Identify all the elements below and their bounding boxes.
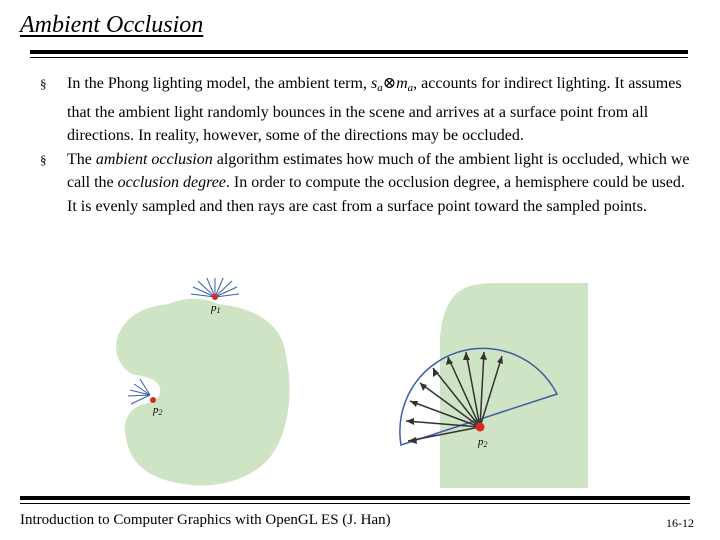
label-p1: p1 [211, 302, 221, 315]
bullet-marker: § [40, 151, 47, 167]
hemisphere-sampling-figure [380, 283, 590, 489]
ambient-symbol-m-sub: a [407, 82, 414, 94]
footer-source: Introduction to Computer Graphics with OpenGL ES (J. Han) [20, 512, 391, 528]
footer-rule-thin [20, 503, 690, 504]
label-p2: p2 [153, 404, 163, 417]
slide-title: Ambient Occlusion [20, 12, 204, 38]
occlusion-blob-figure [108, 278, 308, 490]
bullet-text [67, 75, 682, 144]
point-p1 [212, 294, 218, 300]
ambient-symbol-s-sub: a [377, 82, 383, 94]
bullet-list [40, 72, 690, 218]
ambient-symbol-m: m [396, 75, 408, 92]
occluder-region [440, 283, 588, 488]
term-ambient-occlusion: ambient occlusion [95, 150, 213, 168]
bullet-item [40, 148, 690, 219]
point-p2 [150, 397, 156, 403]
p2-ray-fan [128, 379, 150, 404]
label-p2-right: p2 [478, 436, 488, 449]
term-occlusion-degree: occlusion degree [117, 174, 226, 191]
title-rule-thick [30, 50, 688, 54]
bullet-item [40, 72, 690, 148]
otimes-symbol: ⊗ [382, 75, 397, 92]
bullet-text-part: , accounts for indirect lighting. It assumes that the ambient light randomly bounces in the scene and arrives at a surface point from all directions. In reality, however, some of the directions may be occluded. [67, 75, 682, 144]
bullet-text-part: . In order to compute the occlusion degree, a hemisphere could be used. It is evenly sampled and then rays are cast from a surface point toward the sampled points. [67, 174, 685, 215]
bullet-text-part: In the Phong lighting model, the ambient term, [67, 75, 371, 92]
title-rule-thin [30, 57, 688, 58]
bullet-text-part: The [67, 150, 96, 168]
bullet-text [67, 151, 690, 215]
bullet-text-part: algorithm estimates how much of the ambient light is occluded, which we call the [67, 150, 690, 191]
bullet-marker: § [40, 76, 47, 91]
footer-rule-thick [20, 496, 690, 500]
page-number: 16-12 [666, 516, 694, 530]
point-p2-sample-origin [476, 423, 485, 432]
blob-shape [116, 299, 289, 486]
ambient-symbol-s: s [370, 75, 378, 92]
